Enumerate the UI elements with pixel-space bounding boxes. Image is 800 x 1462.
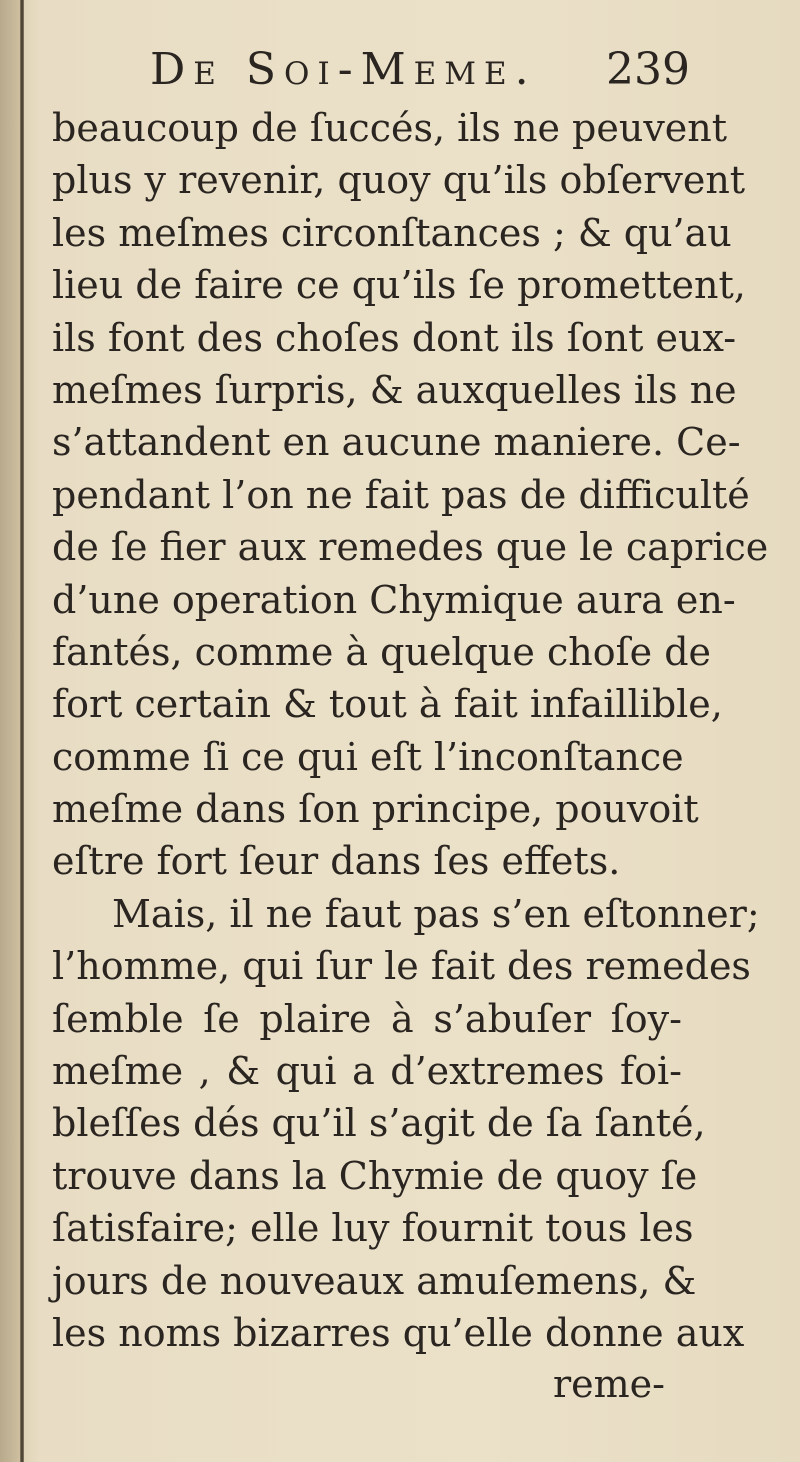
paragraph-end-line: eſtre fort ſeur dans ſes effets. <box>52 839 621 884</box>
text-line: beaucoup de ſuccés, ils ne peuvent <box>52 106 728 150</box>
text-line: meſme dans ſon principe, pouvoit <box>52 787 699 832</box>
text-line: comme ſi ce qui eſt l’inconſtance <box>52 734 684 779</box>
running-title: De Soi-Meme. <box>150 44 537 95</box>
text-line: lieu de faire ce qu’ils ſe promettent, <box>52 263 746 308</box>
body-text <box>52 102 769 1359</box>
catchword: reme- <box>552 1362 665 1406</box>
text-line: d’une operation Chymique aura en- <box>52 577 736 622</box>
text-line: l’homme, qui ſur le fait des remedes <box>52 944 751 989</box>
text-line: plus y revenir, quoy qu’ils obſervent <box>52 158 746 203</box>
text-line: jours de nouveaux amuſemens, & <box>52 1258 697 1303</box>
text-line: bleſſes dés qu’il s’agit de ſa ſanté, <box>52 1101 706 1146</box>
text-line: fort certain & tout à fait infaillible, <box>52 682 723 727</box>
page-number: 239 <box>606 44 690 95</box>
text-line: s’attandent en aucune maniere. Ce- <box>52 420 741 465</box>
text-line: pendant l’on ne fait pas de difficulté <box>52 472 750 517</box>
text-line: les noms bizarres qu’elle donne aux <box>52 1310 745 1355</box>
text-line: meſme , & qui a d’extremes foi- <box>52 1049 682 1094</box>
page-header <box>150 38 690 102</box>
text-line: fantés, comme à quelque choſe de <box>52 629 712 674</box>
text-line: trouve dans la Chymie de quoy ſe <box>52 1153 698 1198</box>
text-line: ils font des choſes dont ils ſont eux- <box>52 315 737 360</box>
text-line: de ſe fier aux remedes que le caprice <box>52 525 769 570</box>
gutter-shadow <box>0 0 20 1462</box>
text-line: ſemble ſe plaire à s’abuſer ſoy- <box>52 996 682 1041</box>
text-line: les meſmes circonſtances ; & qu’au <box>52 210 732 255</box>
text-line: meſmes ſurpris, & auxquelles ils ne <box>52 367 737 412</box>
text-line: ſatisfaire; elle luy fournit tous les <box>52 1206 694 1251</box>
paragraph-start-line: Mais, il ne faut pas s’en eſtonner; <box>112 891 760 936</box>
binding-gutter <box>20 0 24 1462</box>
